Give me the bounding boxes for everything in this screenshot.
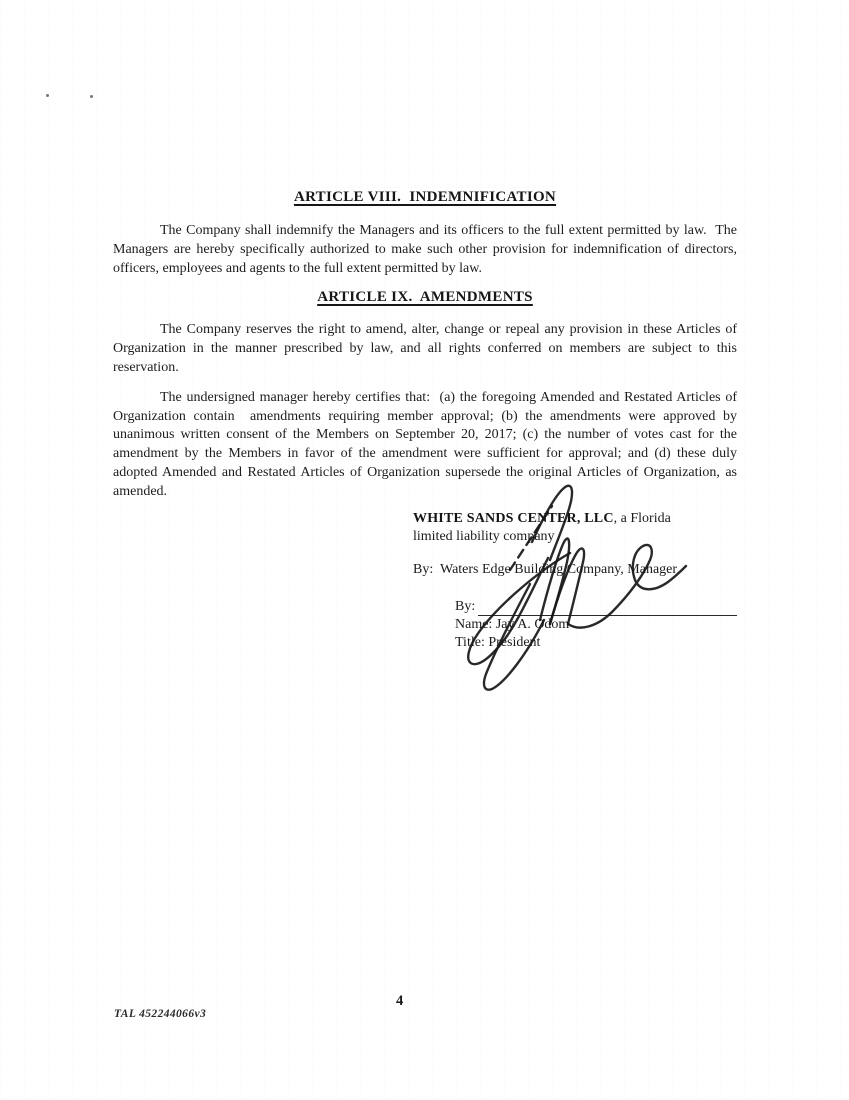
indemnification-paragraph (113, 222, 741, 278)
certification-paragraph (113, 389, 741, 502)
signature-form-lines (455, 598, 737, 652)
company-line-2: limited liability company (413, 528, 555, 544)
indemnification-paragraph-text: The Company shall indemnify the Managers and its officers to the full extent permitted by law. The Managers are hereby specifically authorized to make such other provision for indemnification of directors, officers, employees and agents to the full extent permitted by law. (113, 223, 741, 276)
title-line: Title: President (455, 634, 541, 650)
document-body (113, 188, 741, 652)
amendments-paragraph-1-text: The Company reserves the right to amend, alter, change or repeal any provision in these Articles of Organization in the manner prescribed by law, and all rights conferred on members are subject to this reservation. (113, 322, 741, 375)
page-number: 4 (396, 993, 404, 1009)
signature-block (413, 510, 737, 652)
scan-artifact-dot (46, 94, 49, 97)
by-label: By: (455, 598, 476, 614)
manager-by-line: By: Waters Edge Building Company, Manager (413, 561, 678, 577)
scan-artifact-dot (90, 95, 93, 98)
amendments-paragraph-1 (113, 321, 741, 377)
certification-paragraph-text: The undersigned manager hereby certifies that: (a) the foregoing Amended and Restated Articles of Organization contain amendments requiring member approval; (b) the amendments were approved by unanimous written consent of the Members on September 20, 2017; (c) the number of votes cast for the amendment by the Members in favor of the amendment were sufficient for approval; and (d) these duly adopted Amended and Restated Articles of Organization supersede the original Articles of Organization, as amended. (113, 389, 741, 499)
by-signature-row (455, 598, 737, 616)
name-line: Name: Jay A. Odom (455, 616, 570, 632)
signature-line (478, 600, 737, 616)
company-line (413, 510, 737, 528)
company-suffix: , a Florida (613, 510, 671, 526)
company-name: WHITE SANDS CENTER, LLC (413, 510, 614, 526)
article-ix-heading: ARTICLE IX. AMENDMENTS (317, 289, 533, 306)
document-reference-number: TAL 452244066v3 (114, 1008, 207, 1020)
article-viii-heading: ARTICLE VIII. INDEMNIFICATION (293, 189, 557, 205)
